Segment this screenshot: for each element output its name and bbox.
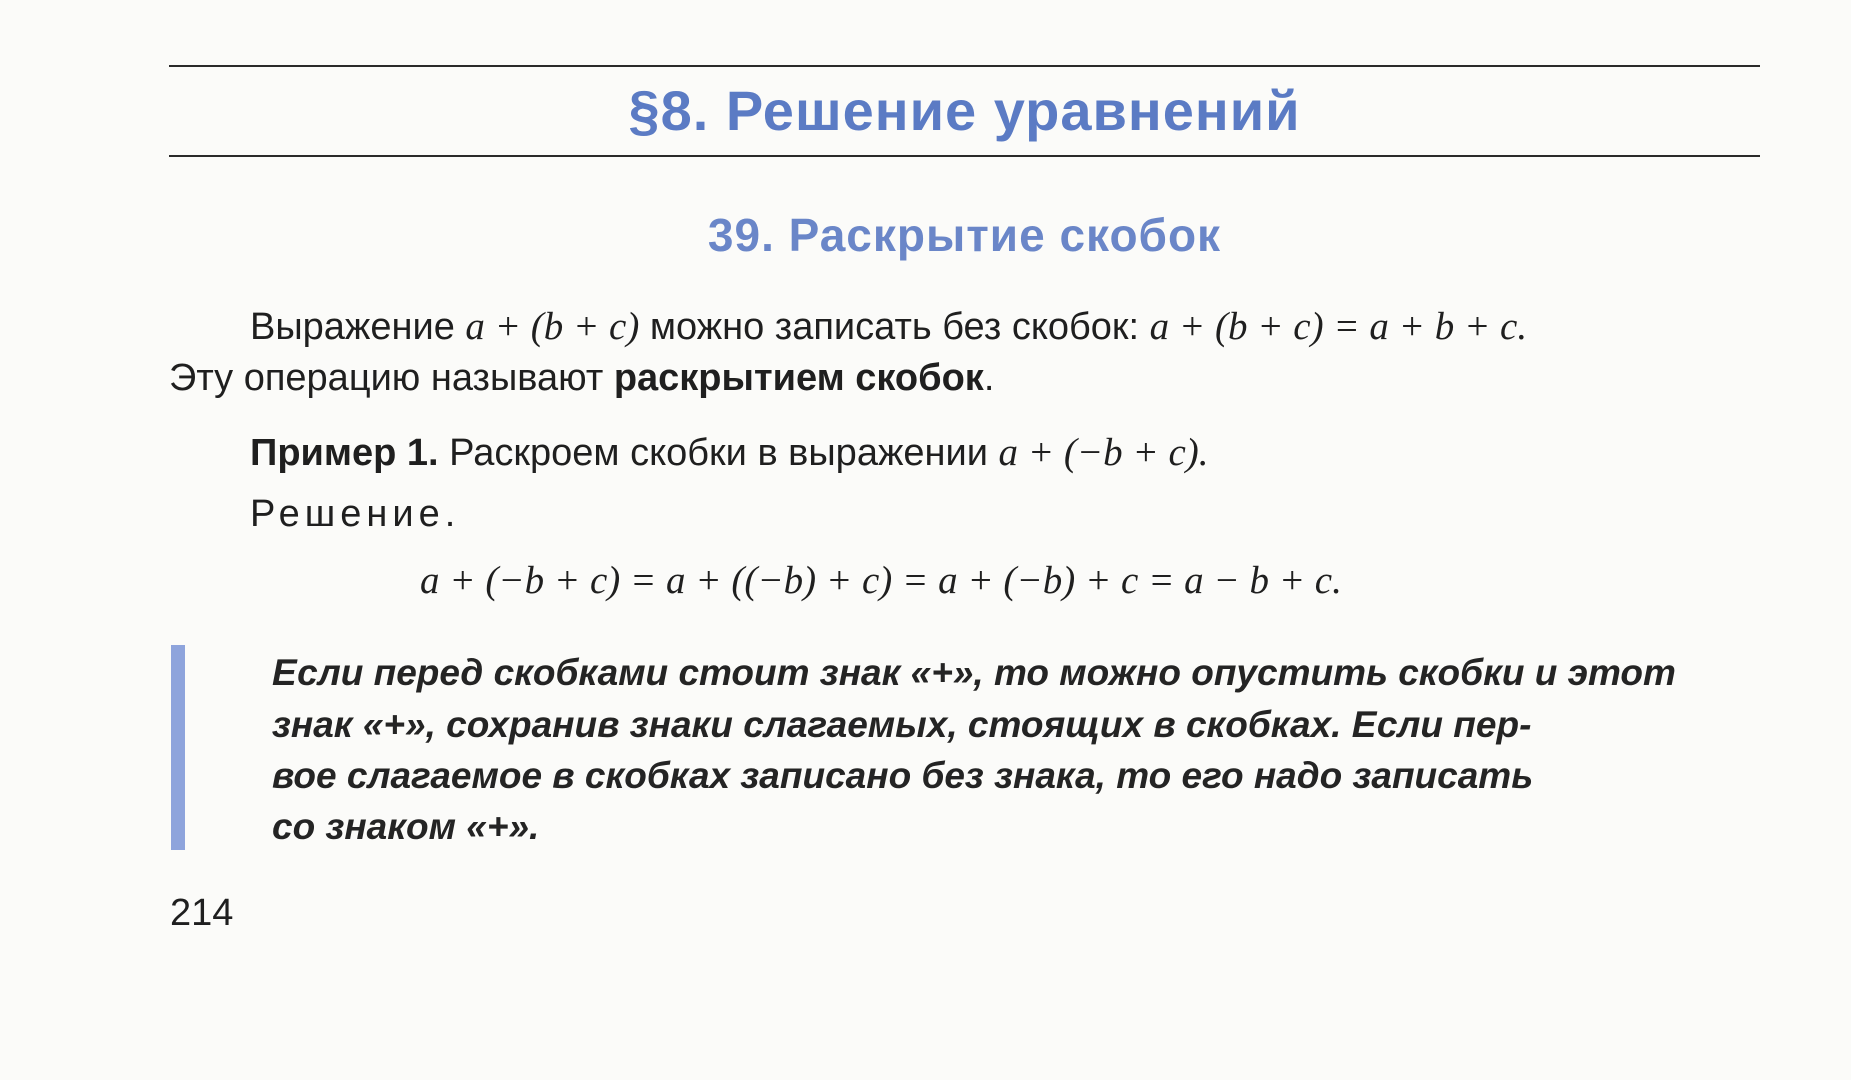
intro-expression-1: a + (b + c) [465,305,640,348]
intro-line-1 [250,304,1527,349]
header-bottom-rule [169,155,1760,157]
rule-accent-bar [171,645,185,850]
rule-line-3: вое слагаемое в скобках записано без знака, то его надо записать [272,755,1534,796]
intro-text-1: Выражение [250,306,466,348]
example-line [250,430,1209,475]
intro-expression-2: a + (b + c) = a + b + c. [1149,305,1528,348]
example-text: Раскроем скобки в выражении [438,432,999,474]
chapter-title: §8. Решение уравнений [628,79,1301,142]
section-title: 39. Раскрытие скобок [707,209,1222,261]
example-expression: a + (−b + c). [998,431,1209,474]
rule-line-1: Если перед скобками стоит знак «+», то можно опустить скобки и этот [272,652,1676,693]
solution-label: Решение. [250,493,461,535]
intro-line-2-text: Эту операцию называют [169,357,614,399]
page-number: 214 [170,892,234,934]
rule-line-4: со знаком «+». [272,806,540,847]
solution-equation: a + (−b + c) = a + ((−b) + c) = a + (−b) + c = a − b + c. [420,559,1342,602]
header-top-rule [169,65,1760,67]
intro-line-2 [169,357,994,400]
intro-line-2-end: . [983,357,995,399]
example-label: Пример 1. [250,432,439,474]
rule-line-2: знак «+», сохранив знаки слагаемых, стоящих в скобках. Если пер- [272,704,1532,745]
intro-term: раскрытием скобок [613,357,984,399]
intro-text-2: можно записать без скобок: [639,306,1150,348]
